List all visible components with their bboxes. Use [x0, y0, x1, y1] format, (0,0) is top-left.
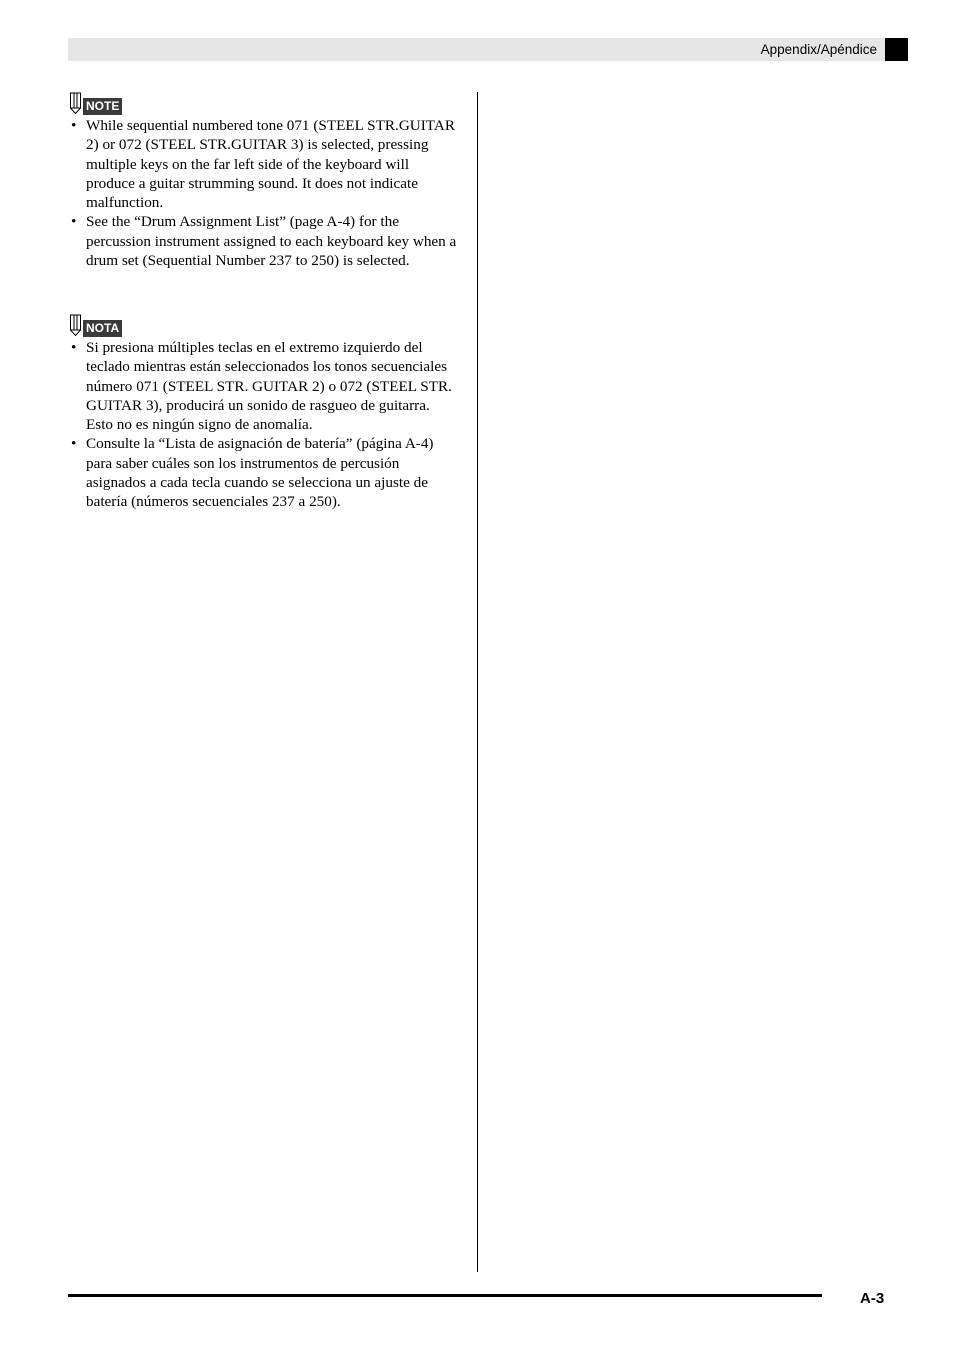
section-title: Appendix/Apéndice: [760, 42, 877, 57]
note-badge: NOTA: [83, 320, 122, 337]
page-number: A-3: [860, 1290, 885, 1307]
note-badge: NOTE: [83, 98, 122, 115]
list-item: • While sequential numbered tone 071 (STEEL STR.GUITAR 2) or 072 (STEEL STR.GUITAR 3) is selected, pressing multiple keys on the far left side of the keyboard will produce a guitar strumming sound. It does not indicate malfunction.: [68, 116, 460, 212]
note-section-spanish: [68, 314, 460, 512]
note-section-english: [68, 92, 460, 270]
note-heading: [68, 314, 460, 338]
header-band: [68, 38, 885, 61]
column-divider: [477, 92, 478, 1272]
note-heading: [68, 92, 460, 116]
header-tab-marker: [885, 38, 908, 61]
footer-rule: [68, 1294, 822, 1297]
pencil-icon: [68, 92, 83, 114]
note-list: [68, 116, 460, 270]
list-item: • Consulte la “Lista de asignación de batería” (página A-4) para saber cuáles son los instrumentos de percusión asignados a cada tecla cuando se selecciona un ajuste de batería (números secuenciales 237 a 250).: [68, 434, 460, 511]
note-list: [68, 338, 460, 512]
list-item: • Si presiona múltiples teclas en el extremo izquierdo del teclado mientras están seleccionados los tonos secuenciales número 071 (STEEL STR. GUITAR 2) o 072 (STEEL STR. GUITAR 3), producirá un sonido de rasgueo de guitarra. Esto no es ningún signo de anomalía.: [68, 338, 460, 434]
list-item: • See the “Drum Assignment List” (page A-4) for the percussion instrument assigned to each keyboard key when a drum set (Sequential Number 237 to 250) is selected.: [68, 212, 460, 270]
pencil-icon: [68, 314, 83, 336]
